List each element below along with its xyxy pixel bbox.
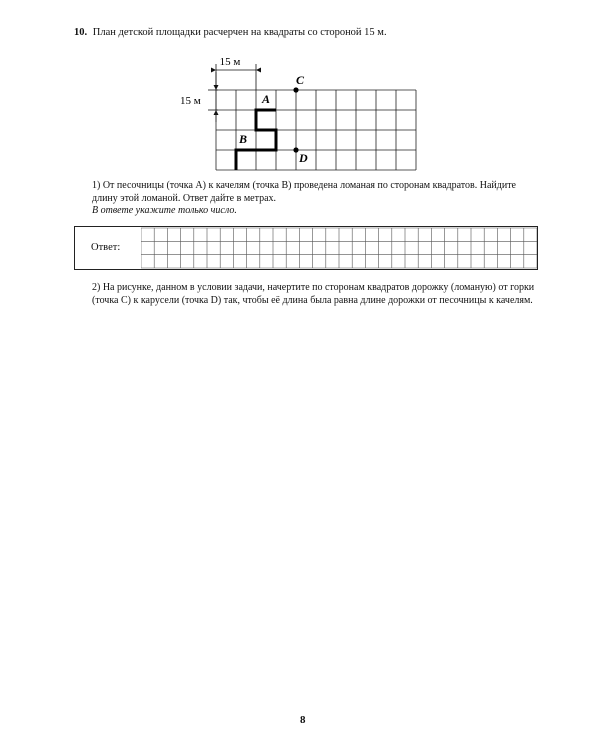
question-1: [92, 180, 538, 218]
width-label: 15 м: [219, 56, 241, 68]
answer-cells[interactable]: [141, 227, 537, 269]
question-1-text: 1) От песочницы (точка А) к качелям (точка В) проведена ломаная по сторонам квадратов. Найдите длину этой ломаной. Ответ дайте в метрах.: [92, 180, 516, 204]
point-d-label: D: [299, 151, 308, 165]
point-a-label: A: [262, 92, 271, 106]
task-number: 10.: [74, 27, 88, 38]
height-dimension: [180, 72, 219, 122]
question-1-note: В ответе укажите только число.: [92, 205, 237, 216]
point-b-label: B: [239, 132, 248, 146]
question-2-text: 2) На рисунке, данном в условии задачи, начертите по сторонам квадратов дорожку (ломаную) от горки (точка С) к карусели (точка D) так, чтобы её длина была равна длине дорожки от песочницы к качелям.: [92, 282, 535, 306]
answer-label: Ответ:: [91, 242, 121, 253]
point-c-dot: [293, 87, 298, 92]
point-c-label: C: [296, 73, 305, 87]
point-d-dot: [293, 147, 298, 152]
width-dimension: [211, 56, 261, 90]
task-statement: План детской площадки расчерчен на квадраты со стороной 15 м.: [92, 27, 387, 38]
square-grid: [216, 90, 416, 170]
page-number: 8: [300, 714, 306, 726]
playground-figure: [178, 48, 438, 173]
answer-box: [74, 226, 538, 270]
height-label: 15 м: [180, 95, 201, 107]
question-2: [92, 282, 538, 307]
task-header: [74, 26, 554, 39]
